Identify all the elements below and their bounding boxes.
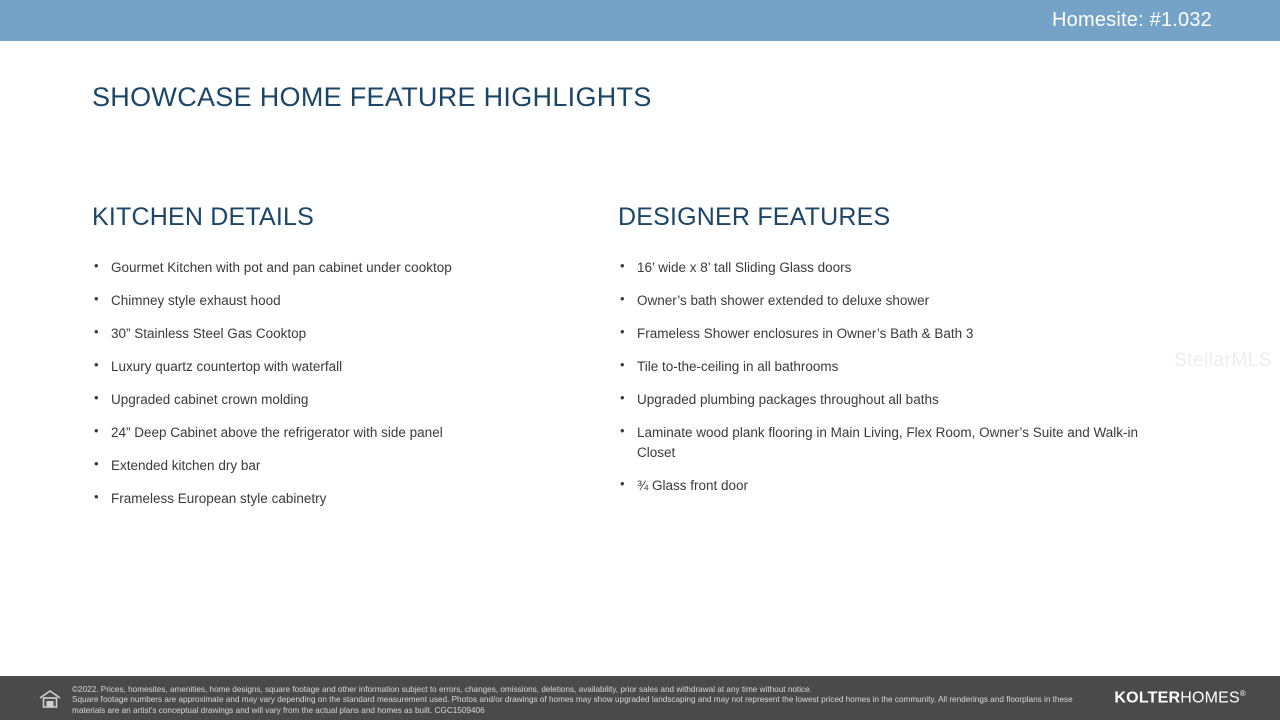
list-item: • Upgraded cabinet crown molding bbox=[92, 390, 592, 410]
page-title: SHOWCASE HOME FEATURE HIGHLIGHTS bbox=[92, 82, 652, 112]
list-item: • Upgraded plumbing packages throughout all baths bbox=[618, 390, 1138, 410]
list-item: • ¾ Glass front door bbox=[618, 476, 1138, 496]
list-item: • Owner’s bath shower extended to deluxe shower bbox=[618, 291, 1138, 311]
kolter-logo-bold: KOLTER bbox=[1114, 689, 1181, 707]
designer-features-list bbox=[618, 258, 1138, 496]
list-item: • Laminate wood plank flooring in Main Living, Flex Room, Owner’s Suite and Walk-in Closet bbox=[618, 423, 1138, 462]
kitchen-details-list bbox=[92, 258, 592, 509]
list-item: • Tile to-the-ceiling in all bathrooms bbox=[618, 357, 1138, 377]
kolter-logo-thin: HOMES bbox=[1180, 689, 1240, 707]
homesite-label: Homesite: #1.032 bbox=[1052, 9, 1212, 31]
designer-features-section bbox=[618, 203, 1138, 509]
list-item: • Chimney style exhaust hood bbox=[92, 291, 592, 311]
kolter-logo-registered-mark: ® bbox=[1239, 689, 1246, 698]
list-item: • 16’ wide x 8’ tall Sliding Glass doors bbox=[618, 258, 1138, 278]
stellarmls-watermark: StellarMLS bbox=[1174, 350, 1272, 371]
list-item: • Frameless European style cabinetry bbox=[92, 489, 592, 509]
list-item: • Frameless Shower enclosures in Owner’s Bath & Bath 3 bbox=[618, 324, 1138, 344]
list-item: • Gourmet Kitchen with pot and pan cabinet under cooktop bbox=[92, 258, 592, 278]
footer-legal-text bbox=[72, 685, 1082, 716]
kitchen-details-heading: KITCHEN DETAILS bbox=[92, 203, 315, 231]
footer-legal-line-2: Square footage numbers are approximate and may vary depending on the standard measurement used. Photos and/or drawings of homes may show upgraded landscaping and may not represent the lowest priced homes in the community. All renderings and floorplans in these materials are an artist’s conceptual drawings and will vary from the actual plans and homes as built. CGC1509406 bbox=[72, 695, 1073, 715]
footer-legal-line-1: ©2022. Prices, homesites, amenities, home designs, square footage and other information subject to errors, changes, omissions, deletions, availability, prior sales and withdrawal at any time without notice. bbox=[72, 685, 812, 694]
top-banner bbox=[0, 0, 1280, 41]
list-item: • 24” Deep Cabinet above the refrigerator with side panel bbox=[92, 423, 592, 443]
list-item: • Extended kitchen dry bar bbox=[92, 456, 592, 476]
kolter-homes-logo bbox=[1114, 689, 1246, 707]
kitchen-details-section bbox=[92, 203, 592, 523]
list-item: • Luxury quartz countertop with waterfall bbox=[92, 357, 592, 377]
list-item: • 30” Stainless Steel Gas Cooktop bbox=[92, 324, 592, 344]
equal-housing-opportunity-icon bbox=[38, 688, 62, 710]
designer-features-heading: DESIGNER FEATURES bbox=[618, 203, 891, 231]
